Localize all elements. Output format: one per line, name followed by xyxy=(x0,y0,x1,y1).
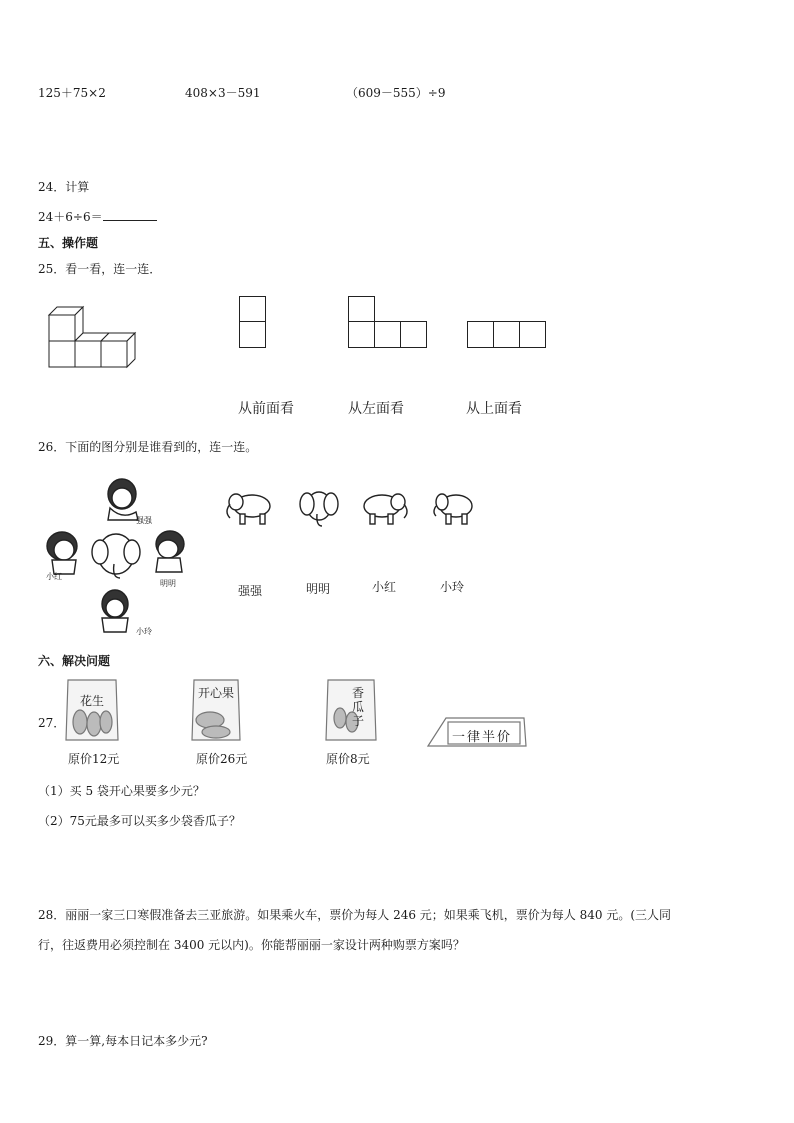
question-24-expression xyxy=(38,208,157,225)
question-29-title: 29．算一算,每本日记本多少元? xyxy=(38,1034,208,1048)
question-27-sub-1: （1）买 5 袋开心果要多少元？ xyxy=(38,784,205,798)
view-option-horizontal[interactable] xyxy=(467,321,547,348)
peanut-bag-text: 花生 xyxy=(80,694,105,708)
question-28-line-2: 行，往返费用必须控制在 3400 元以内)。你能帮丽丽一家设计两种购票方案吗？ xyxy=(38,938,465,952)
cube-stack-figure xyxy=(46,304,138,370)
section-5-heading: 五、操作题 xyxy=(38,236,99,250)
child-label-mingming: 明明 xyxy=(160,579,176,588)
question-28-line-1: 28．丽丽一家三口寒假准备去三亚旅游。如果乘火车，票价为每人 246 元；如果乘飞机，票价为每人 840 元。(三人同 xyxy=(38,908,672,922)
section-6-heading: 六、解决问题 xyxy=(38,654,111,668)
question-26-title: 26．下面的图分别是谁看到的，连一连。 xyxy=(38,440,258,454)
children-around-elephant xyxy=(40,474,200,640)
peanut-bag-icon xyxy=(62,674,122,746)
name-xiaohong[interactable]: 小红 xyxy=(372,580,397,594)
melon-seed-price: 原价8元 xyxy=(326,752,370,766)
label-front-view[interactable]: 从前面看 xyxy=(238,401,294,417)
question-24-title: 24．计算 xyxy=(38,180,90,194)
expression-2: 408×3－591 xyxy=(185,86,261,100)
question-27-number: 27． xyxy=(38,716,66,730)
elephant-side-view-2[interactable] xyxy=(358,490,412,528)
melon-seed-bag-icon xyxy=(322,674,380,746)
melon-seed-bag-text: 香瓜子 xyxy=(352,686,365,728)
elephant-side-view-1[interactable] xyxy=(222,490,274,528)
pistachio-price: 原价26元 xyxy=(196,752,248,766)
name-mingming[interactable]: 明明 xyxy=(306,582,331,596)
pistachio-bag-text: 开心果 xyxy=(198,686,235,700)
pistachio-bag-icon xyxy=(188,674,244,746)
question-27-sub-2: （2）75元最多可以买多少袋香瓜子？ xyxy=(38,814,241,828)
half-price-sign-text: 一律半价 xyxy=(452,730,513,745)
label-top-view[interactable]: 从上面看 xyxy=(466,401,522,417)
label-left-view[interactable]: 从左面看 xyxy=(348,401,404,417)
elephant-back-view[interactable] xyxy=(430,490,478,528)
child-label-xiaohong: 小红 xyxy=(46,572,62,581)
child-label-xiaoling: 小玲 xyxy=(136,627,152,636)
view-option-vertical[interactable] xyxy=(239,296,267,348)
question-24-expr-text: 24＋6÷6＝ xyxy=(38,210,103,224)
expression-3: （609－555）÷9 xyxy=(346,86,446,100)
child-label-qiangqiang: 强强 xyxy=(136,516,152,525)
elephant-front-view[interactable] xyxy=(298,486,340,532)
name-qiangqiang[interactable]: 强强 xyxy=(238,584,263,598)
question-25-title: 25．看一看，连一连． xyxy=(38,262,162,276)
view-option-l-shape[interactable] xyxy=(348,296,428,348)
expression-1: 125＋75×2 xyxy=(38,86,106,100)
name-xiaoling[interactable]: 小玲 xyxy=(440,580,465,594)
peanut-price: 原价12元 xyxy=(68,752,120,766)
answer-blank[interactable] xyxy=(103,208,157,221)
